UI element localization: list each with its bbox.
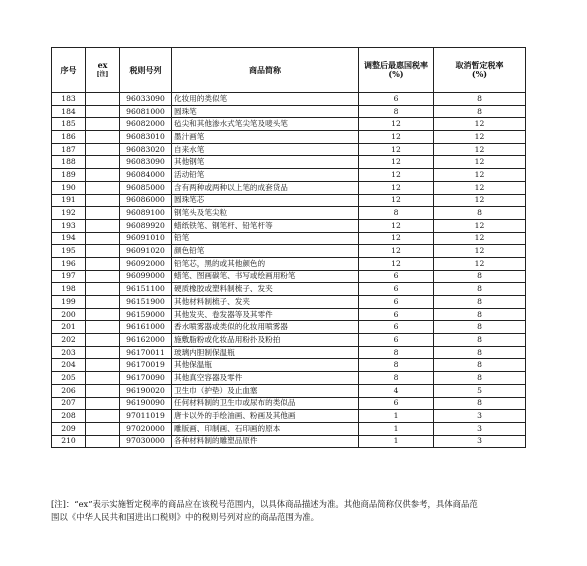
cell-rate-cancel: 8 (434, 372, 526, 385)
cell-rate-cancel: 12 (434, 131, 526, 144)
header-rate-adjusted (359, 48, 434, 93)
table-row (52, 181, 526, 194)
cell-seq: 197 (52, 270, 86, 283)
table-row (52, 296, 526, 309)
cell-ex (86, 435, 120, 448)
cell-rate-adjusted: 12 (359, 143, 434, 156)
footnote (51, 498, 551, 524)
cell-name: 圆珠笔 (172, 105, 359, 118)
cell-rate-adjusted: 1 (359, 422, 434, 435)
cell-rate-cancel: 3 (434, 435, 526, 448)
tariff-table (51, 47, 526, 448)
cell-ex (86, 219, 120, 232)
cell-seq: 206 (52, 384, 86, 397)
cell-rate-cancel: 8 (434, 321, 526, 334)
cell-rate-adjusted: 8 (359, 346, 434, 359)
cell-seq: 188 (52, 156, 86, 169)
cell-rate-cancel: 8 (434, 93, 526, 106)
header-code: 税则号列 (120, 48, 172, 93)
cell-code: 96091010 (120, 232, 172, 245)
table-row (52, 283, 526, 296)
cell-rate-adjusted: 12 (359, 194, 434, 207)
cell-rate-cancel: 8 (434, 270, 526, 283)
cell-ex (86, 334, 120, 347)
cell-name: 其他真空容器及零件 (172, 372, 359, 385)
cell-seq: 207 (52, 397, 86, 410)
cell-rate-adjusted: 6 (359, 93, 434, 106)
cell-rate-cancel: 8 (434, 359, 526, 372)
cell-code: 97030000 (120, 435, 172, 448)
cell-name: 颜色铅笔 (172, 245, 359, 258)
cell-code: 96089920 (120, 219, 172, 232)
cell-code: 96092000 (120, 257, 172, 270)
cell-name: 任何材料制的卫生巾或尿布的类似品 (172, 397, 359, 410)
cell-rate-cancel: 12 (434, 118, 526, 131)
cell-rate-cancel: 12 (434, 257, 526, 270)
cell-name: 活动铅笔 (172, 169, 359, 182)
table-row (52, 156, 526, 169)
cell-name: 施敷脂粉或化妆品用粉扑及粉拍 (172, 334, 359, 347)
cell-ex (86, 372, 120, 385)
cell-rate-adjusted: 12 (359, 131, 434, 144)
cell-name: 其他发夹、卷发器等及其零件 (172, 308, 359, 321)
cell-ex (86, 181, 120, 194)
table-row (52, 270, 526, 283)
cell-rate-cancel: 8 (434, 296, 526, 309)
cell-name: 含有两种或两种以上笔的成套货品 (172, 181, 359, 194)
cell-name: 卫生巾（护垫）及止血塞 (172, 384, 359, 397)
header-ex (86, 48, 120, 93)
cell-rate-cancel: 12 (434, 219, 526, 232)
table-body (52, 93, 526, 448)
table-row (52, 359, 526, 372)
cell-ex (86, 422, 120, 435)
header-rate-adjusted-unit: (%) (388, 69, 404, 79)
cell-rate-cancel: 8 (434, 397, 526, 410)
cell-rate-cancel: 12 (434, 156, 526, 169)
cell-name: 毡尖和其他渗水式笔尖笔及唛头笔 (172, 118, 359, 131)
cell-seq: 209 (52, 422, 86, 435)
cell-name: 铅笔 (172, 232, 359, 245)
cell-rate-cancel: 8 (434, 346, 526, 359)
cell-rate-adjusted: 8 (359, 105, 434, 118)
cell-seq: 191 (52, 194, 86, 207)
cell-code: 97011019 (120, 410, 172, 423)
cell-rate-adjusted: 8 (359, 207, 434, 220)
cell-ex (86, 105, 120, 118)
cell-seq: 199 (52, 296, 86, 309)
table-row (52, 93, 526, 106)
cell-name: 化妆用的类似笔 (172, 93, 359, 106)
table-row (52, 207, 526, 220)
cell-seq: 200 (52, 308, 86, 321)
cell-seq: 183 (52, 93, 86, 106)
cell-rate-adjusted: 6 (359, 296, 434, 309)
table-row (52, 118, 526, 131)
table-row (52, 422, 526, 435)
cell-rate-adjusted: 12 (359, 118, 434, 131)
cell-code: 96170019 (120, 359, 172, 372)
cell-seq: 202 (52, 334, 86, 347)
cell-rate-adjusted: 6 (359, 270, 434, 283)
cell-seq: 186 (52, 131, 86, 144)
cell-rate-cancel: 8 (434, 308, 526, 321)
cell-rate-cancel: 5 (434, 384, 526, 397)
cell-name: 雕版画、印制画、石印画的原本 (172, 422, 359, 435)
cell-seq: 195 (52, 245, 86, 258)
cell-rate-adjusted: 12 (359, 257, 434, 270)
cell-code: 96083090 (120, 156, 172, 169)
cell-code: 96033090 (120, 93, 172, 106)
cell-ex (86, 283, 120, 296)
cell-rate-cancel: 12 (434, 194, 526, 207)
cell-ex (86, 245, 120, 258)
cell-seq: 205 (52, 372, 86, 385)
cell-rate-adjusted: 6 (359, 334, 434, 347)
cell-name: 唐卡以外的手绘油画、粉画及其他画 (172, 410, 359, 423)
cell-code: 96086000 (120, 194, 172, 207)
table-row (52, 334, 526, 347)
cell-ex (86, 169, 120, 182)
cell-ex (86, 131, 120, 144)
cell-name: 各种材料制的雕塑品原件 (172, 435, 359, 448)
cell-code: 96170090 (120, 372, 172, 385)
cell-name: 其他保温瓶 (172, 359, 359, 372)
cell-name: 玻璃内胆制保温瓶 (172, 346, 359, 359)
footnote-line-1: [注]：“ex”表示实施暂定税率的商品应在该税号范围内，以具体商品描述为准。其他商品简称仅供参考，具体商品范 (51, 499, 478, 509)
cell-seq: 187 (52, 143, 86, 156)
cell-seq: 198 (52, 283, 86, 296)
cell-rate-cancel: 12 (434, 245, 526, 258)
cell-name: 墨汁画笔 (172, 131, 359, 144)
cell-ex (86, 346, 120, 359)
cell-rate-adjusted: 12 (359, 245, 434, 258)
cell-code: 96190090 (120, 397, 172, 410)
cell-seq: 210 (52, 435, 86, 448)
table-row (52, 257, 526, 270)
cell-rate-cancel: 8 (434, 207, 526, 220)
table-row (52, 131, 526, 144)
table-row (52, 372, 526, 385)
cell-seq: 184 (52, 105, 86, 118)
header-name: 商品简称 (172, 48, 359, 93)
header-ex-label: ex (97, 60, 108, 70)
cell-rate-cancel: 12 (434, 232, 526, 245)
cell-ex (86, 257, 120, 270)
cell-rate-adjusted: 8 (359, 359, 434, 372)
table-row (52, 219, 526, 232)
cell-name: 硬质橡胶或塑料制梳子、发夹 (172, 283, 359, 296)
cell-ex (86, 118, 120, 131)
cell-rate-adjusted: 6 (359, 397, 434, 410)
cell-seq: 208 (52, 410, 86, 423)
cell-seq: 190 (52, 181, 86, 194)
cell-ex (86, 296, 120, 309)
cell-code: 97020000 (120, 422, 172, 435)
cell-code: 96083020 (120, 143, 172, 156)
header-ex-note: [注] (96, 71, 109, 78)
cell-name: 圆珠笔芯 (172, 194, 359, 207)
table-row (52, 105, 526, 118)
header-rate-adjusted-label: 调整后最惠国税率 (364, 60, 428, 70)
cell-rate-cancel: 8 (434, 283, 526, 296)
header-row (52, 48, 526, 93)
cell-seq: 189 (52, 169, 86, 182)
cell-code: 96162000 (120, 334, 172, 347)
cell-seq: 193 (52, 219, 86, 232)
cell-rate-adjusted: 1 (359, 410, 434, 423)
cell-rate-cancel: 8 (434, 334, 526, 347)
cell-ex (86, 321, 120, 334)
cell-rate-adjusted: 12 (359, 232, 434, 245)
cell-ex (86, 143, 120, 156)
cell-code: 96151100 (120, 283, 172, 296)
footnote-line-2: 围以《中华人民共和国进出口税则》中的税则号列对应的商品范围为准。 (51, 512, 319, 522)
table-row (52, 232, 526, 245)
cell-rate-adjusted: 6 (359, 283, 434, 296)
cell-code: 96159000 (120, 308, 172, 321)
table-row (52, 245, 526, 258)
header-rate-cancel-unit: (%) (471, 69, 488, 79)
cell-code: 96161000 (120, 321, 172, 334)
table-row (52, 435, 526, 448)
cell-code: 96084000 (120, 169, 172, 182)
cell-seq: 204 (52, 359, 86, 372)
cell-ex (86, 270, 120, 283)
cell-seq: 185 (52, 118, 86, 131)
cell-code: 96085000 (120, 181, 172, 194)
table-row (52, 194, 526, 207)
table-row (52, 384, 526, 397)
cell-ex (86, 359, 120, 372)
header-rate-cancel-label: 取消暂定税率 (455, 60, 504, 70)
cell-ex (86, 397, 120, 410)
cell-rate-cancel: 8 (434, 105, 526, 118)
cell-ex (86, 207, 120, 220)
table-row (52, 410, 526, 423)
cell-rate-cancel: 12 (434, 181, 526, 194)
cell-seq: 194 (52, 232, 86, 245)
cell-rate-adjusted: 1 (359, 435, 434, 448)
cell-code: 96151900 (120, 296, 172, 309)
table-row (52, 321, 526, 334)
cell-rate-adjusted: 6 (359, 321, 434, 334)
cell-name: 蜡笔、图画碳笔、书写或绘画用粉笔 (172, 270, 359, 283)
table-row (52, 346, 526, 359)
cell-code: 96190020 (120, 384, 172, 397)
table-row (52, 143, 526, 156)
cell-ex (86, 308, 120, 321)
cell-rate-cancel: 12 (434, 143, 526, 156)
cell-ex (86, 384, 120, 397)
cell-seq: 192 (52, 207, 86, 220)
cell-seq: 203 (52, 346, 86, 359)
cell-rate-cancel: 3 (434, 422, 526, 435)
cell-ex (86, 232, 120, 245)
cell-seq: 201 (52, 321, 86, 334)
cell-rate-cancel: 12 (434, 169, 526, 182)
header-seq: 序号 (52, 48, 86, 93)
cell-ex (86, 156, 120, 169)
cell-code: 96099000 (120, 270, 172, 283)
cell-code: 96170011 (120, 346, 172, 359)
cell-name: 钢笔头及笔尖粒 (172, 207, 359, 220)
cell-rate-adjusted: 4 (359, 384, 434, 397)
cell-name: 蜡纸铁笔、钢笔杆、铅笔杆等 (172, 219, 359, 232)
cell-code: 96082000 (120, 118, 172, 131)
header-rate-cancel (434, 48, 526, 93)
cell-rate-adjusted: 12 (359, 181, 434, 194)
cell-ex (86, 194, 120, 207)
cell-code: 96081000 (120, 105, 172, 118)
table-row (52, 169, 526, 182)
cell-name: 香水喷雾器或类似的化妆用喷雾器 (172, 321, 359, 334)
cell-name: 自来水笔 (172, 143, 359, 156)
cell-rate-adjusted: 12 (359, 169, 434, 182)
cell-code: 96083010 (120, 131, 172, 144)
cell-code: 96091020 (120, 245, 172, 258)
cell-ex (86, 410, 120, 423)
table-row (52, 397, 526, 410)
cell-name: 铅笔芯，黑的或其他颜色的 (172, 257, 359, 270)
cell-rate-adjusted: 8 (359, 372, 434, 385)
cell-name: 其他钢笔 (172, 156, 359, 169)
cell-rate-adjusted: 12 (359, 219, 434, 232)
cell-rate-adjusted: 6 (359, 308, 434, 321)
cell-rate-cancel: 3 (434, 410, 526, 423)
cell-ex (86, 93, 120, 106)
cell-rate-adjusted: 12 (359, 156, 434, 169)
cell-name: 其他材料制梳子、发夹 (172, 296, 359, 309)
cell-seq: 196 (52, 257, 86, 270)
table-row (52, 308, 526, 321)
cell-code: 96089100 (120, 207, 172, 220)
